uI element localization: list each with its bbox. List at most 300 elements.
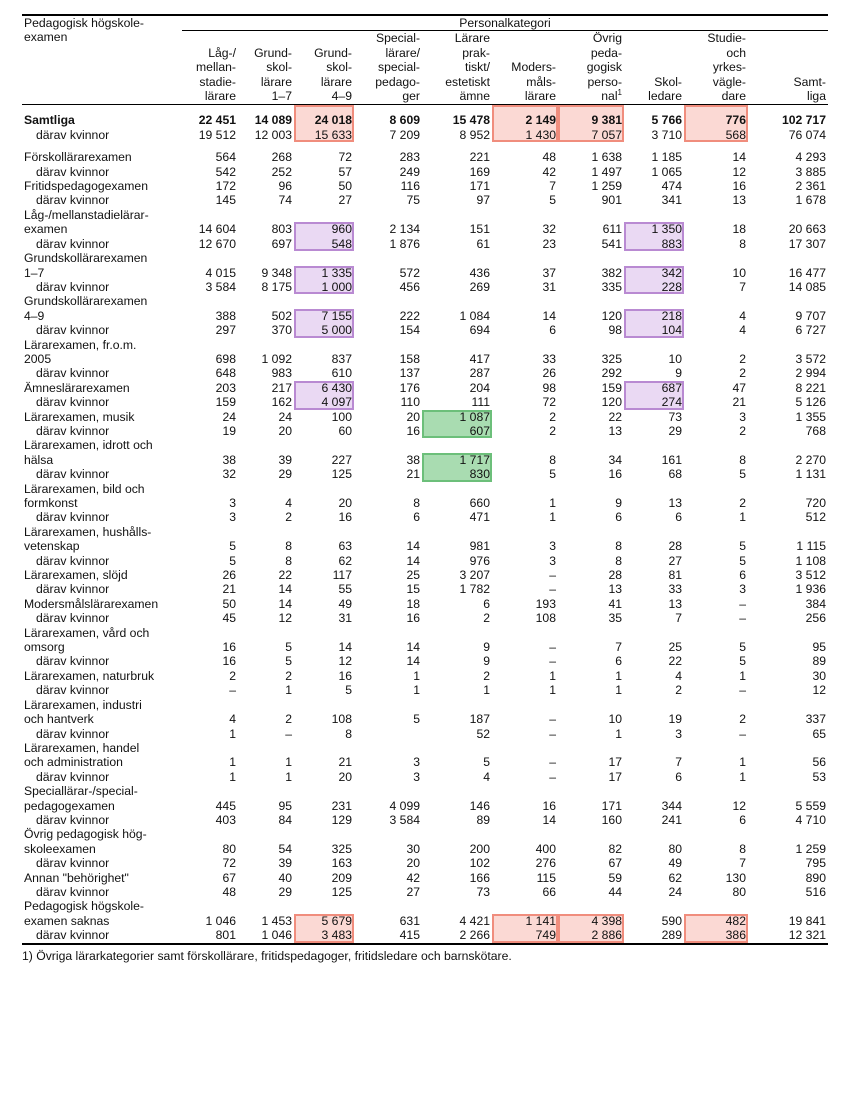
table-row — [22, 338, 828, 352]
table-cell: 382 — [601, 265, 622, 280]
table-cell: 9 707 — [795, 308, 826, 323]
table-cell: 241 — [661, 812, 682, 827]
table-cell — [558, 438, 624, 452]
table-cell — [558, 626, 624, 640]
table-cell — [748, 338, 828, 352]
table-cell: 274 — [624, 395, 684, 409]
table-cell: – — [285, 726, 292, 741]
table-cell: 3 512 — [795, 568, 826, 583]
table-cell: 1 355 — [795, 409, 826, 424]
table-cell: 4 — [739, 323, 746, 338]
table-cell: 400 — [535, 841, 556, 856]
table-cell: 14 — [338, 640, 352, 655]
table-cell — [624, 899, 684, 913]
table-cell: 12 — [732, 164, 746, 179]
table-cell: 344 — [661, 798, 682, 813]
table-cell: 2 — [229, 668, 236, 683]
table-cell: 16 — [732, 179, 746, 194]
table-cell — [624, 741, 684, 755]
table-cell: 7 057 — [558, 128, 624, 142]
table-cell: 10 — [608, 712, 622, 727]
row-label: och administration — [24, 755, 123, 770]
row-label: därav kvinnor — [36, 928, 110, 943]
row-label: därav kvinnor — [36, 582, 110, 597]
table-cell — [422, 626, 492, 640]
row-label: Övrig pedagogisk hög- — [24, 827, 147, 842]
table-cell: 541 — [601, 236, 622, 251]
row-label: Lärarexamen, musik — [24, 409, 135, 424]
table-cell: 801 — [215, 928, 236, 943]
table-row — [22, 856, 828, 870]
table-cell: 1 — [549, 683, 556, 698]
table-cell: 66 — [542, 884, 556, 899]
table-cell: 29 — [668, 423, 682, 438]
row-label: Samtliga — [24, 113, 75, 128]
table-row — [22, 222, 828, 236]
table-cell: 269 — [469, 279, 490, 294]
table-cell: 4 398 — [558, 914, 624, 928]
table-row — [22, 294, 828, 308]
table-cell: 1 — [615, 683, 622, 698]
table-cell: 417 — [469, 351, 490, 366]
table-cell — [238, 899, 294, 913]
document-page — [22, 14, 828, 963]
table-cell: 57 — [338, 164, 352, 179]
table-cell — [748, 482, 828, 496]
row-label: Speciallärar-/special- — [24, 784, 138, 799]
row-label: därav kvinnor — [36, 193, 110, 208]
table-cell — [684, 899, 748, 913]
table-cell — [684, 784, 748, 798]
table-cell: 20 — [406, 409, 420, 424]
table-cell: 96 — [278, 179, 292, 194]
table-cell: 325 — [331, 841, 352, 856]
table-cell: 15 — [406, 582, 420, 597]
table-cell: 65 — [812, 726, 826, 741]
table-cell — [294, 482, 354, 496]
table-cell — [748, 525, 828, 539]
table-cell: 4 099 — [389, 798, 420, 813]
table-cell — [624, 251, 684, 265]
table-row — [22, 712, 828, 726]
table-cell: 3 — [549, 539, 556, 554]
table-row — [22, 568, 828, 582]
column-header: Samt- liga — [748, 31, 828, 105]
table-cell — [558, 525, 624, 539]
row-label: examen saknas — [24, 913, 110, 928]
table-cell — [748, 698, 828, 712]
table-cell — [558, 294, 624, 308]
table-cell — [294, 626, 354, 640]
table-row — [22, 309, 828, 323]
table-row — [22, 597, 828, 611]
table-cell: 81 — [668, 568, 682, 583]
row-label: Lärarexamen, industri — [24, 697, 142, 712]
table-cell: 542 — [215, 164, 236, 179]
table-cell: – — [739, 611, 746, 626]
table-cell: 8 221 — [795, 380, 826, 395]
table-cell — [182, 827, 238, 841]
table-cell: 415 — [399, 928, 420, 943]
table-cell: 27 — [668, 553, 682, 568]
table-cell: – — [739, 596, 746, 611]
table-cell: 471 — [469, 510, 490, 525]
table-cell: 18 — [732, 222, 746, 237]
table-cell: 35 — [608, 611, 622, 626]
table-cell: 5 766 — [651, 113, 682, 128]
table-cell — [354, 899, 422, 913]
table-cell — [182, 338, 238, 352]
table-cell: 22 451 — [198, 113, 236, 128]
table-cell: 21 — [222, 582, 236, 597]
table-cell — [354, 482, 422, 496]
table-cell: 1 717 — [422, 453, 492, 467]
table-cell: 14 — [732, 150, 746, 165]
table-cell: 161 — [661, 452, 682, 467]
table-cell: 1 108 — [795, 553, 826, 568]
table-cell: 5 559 — [795, 798, 826, 813]
table-cell: 5 — [285, 640, 292, 655]
table-cell: 8 — [549, 452, 556, 467]
table-row — [22, 755, 828, 769]
table-cell: 3 — [229, 496, 236, 510]
table-row — [22, 208, 828, 222]
table-cell: 45 — [222, 611, 236, 626]
table-cell — [354, 626, 422, 640]
table-cell: 14 — [542, 812, 556, 827]
table-cell: 18 — [406, 596, 420, 611]
table-cell: – — [549, 755, 556, 770]
table-cell: 14 604 — [198, 222, 236, 237]
table-cell: 474 — [661, 179, 682, 194]
table-cell: – — [549, 769, 556, 784]
table-cell: 516 — [805, 884, 826, 899]
table-cell: 1 087 — [422, 410, 492, 424]
table-cell: 2 994 — [795, 366, 826, 381]
table-cell: 228 — [624, 280, 684, 294]
table-cell: 41 — [608, 596, 622, 611]
table-cell: 3 — [549, 553, 556, 568]
table-cell: 3 572 — [795, 351, 826, 366]
row-label: därav kvinnor — [36, 323, 110, 338]
table-cell: 8 — [739, 841, 746, 856]
table-cell — [558, 698, 624, 712]
table-cell: 5 — [229, 553, 236, 568]
table-cell: 137 — [399, 366, 420, 381]
table-cell: 17 — [608, 755, 622, 770]
table-cell: 2 — [285, 510, 292, 525]
table-cell: 8 609 — [389, 113, 420, 128]
table-cell: 160 — [601, 812, 622, 827]
table-cell: 983 — [271, 366, 292, 381]
table-cell — [684, 338, 748, 352]
table-cell — [182, 208, 238, 222]
table-cell: – — [549, 726, 556, 741]
table-cell: 883 — [624, 237, 684, 251]
table-cell: 16 — [542, 798, 556, 813]
table-cell — [294, 338, 354, 352]
table-cell: 56 — [812, 755, 826, 770]
table-cell: 384 — [805, 596, 826, 611]
row-label: därav kvinnor — [36, 769, 110, 784]
table-cell: 73 — [668, 409, 682, 424]
table-cell: 7 155 — [294, 309, 354, 323]
table-cell — [492, 251, 558, 265]
table-cell: 9 — [483, 640, 490, 655]
table-cell: 120 — [601, 308, 622, 323]
table-cell: 22 — [668, 654, 682, 669]
table-body — [22, 105, 828, 944]
table-cell: 1 335 — [294, 266, 354, 280]
table-cell — [558, 208, 624, 222]
table-cell: 981 — [469, 539, 490, 554]
table-row — [22, 654, 828, 668]
table-cell: 16 — [406, 423, 420, 438]
table-cell: 39 — [278, 452, 292, 467]
table-cell: 84 — [278, 812, 292, 827]
row-label: Förskollärarexamen — [24, 150, 132, 165]
table-cell — [294, 827, 354, 841]
table-cell: 80 — [732, 884, 746, 899]
table-cell: 335 — [601, 279, 622, 294]
table-cell: – — [549, 654, 556, 669]
row-label: 4–9 — [24, 308, 45, 323]
table-row — [22, 640, 828, 654]
table-cell: 287 — [469, 366, 490, 381]
table-cell: 1 497 — [591, 164, 622, 179]
table-cell — [354, 251, 422, 265]
row-label: Grundskollärarexamen — [24, 251, 148, 266]
column-header: Skol- ledare — [624, 31, 684, 105]
table-cell: 100 — [331, 409, 352, 424]
table-cell: 42 — [406, 870, 420, 885]
row-label: Lärarexamen, naturbruk — [24, 668, 155, 683]
table-cell: 172 — [215, 179, 236, 194]
table-cell: 102 717 — [781, 113, 826, 128]
table-cell: 16 — [222, 640, 236, 655]
table-cell: 1 046 — [261, 928, 292, 943]
table-cell: 2 134 — [389, 222, 420, 237]
table-cell: 8 — [739, 236, 746, 251]
column-header: Moders- måls- lärare — [492, 31, 558, 105]
table-row — [22, 366, 828, 380]
table-cell — [354, 338, 422, 352]
table-row — [22, 266, 828, 280]
table-cell: 32 — [542, 222, 556, 237]
table-row — [22, 467, 828, 481]
table-cell: 20 663 — [788, 222, 826, 237]
table-cell — [748, 741, 828, 755]
table-row — [22, 885, 828, 899]
table-cell: 227 — [331, 452, 352, 467]
table-cell: 8 — [615, 553, 622, 568]
table-cell: 4 — [675, 668, 682, 683]
table-cell: 7 — [739, 279, 746, 294]
column-header: Grund- skol- lärare 4–9 — [294, 31, 354, 105]
table-cell: 1 — [285, 683, 292, 698]
table-cell: 76 074 — [788, 127, 826, 142]
table-cell: 13 — [608, 582, 622, 597]
table-cell: 49 — [338, 596, 352, 611]
table-cell: 12 — [338, 654, 352, 669]
table-cell: 24 — [668, 884, 682, 899]
table-cell: 1 936 — [795, 582, 826, 597]
table-cell: 297 — [215, 323, 236, 338]
table-cell: 38 — [222, 452, 236, 467]
table-cell: 8 952 — [459, 127, 490, 142]
table-cell: 482 — [684, 914, 748, 928]
table-cell — [182, 626, 238, 640]
table-cell: 8 — [285, 539, 292, 554]
table-cell — [684, 251, 748, 265]
table-cell — [422, 698, 492, 712]
table-cell: 3 207 — [459, 568, 490, 583]
row-label: Lärarexamen, hushålls- — [24, 524, 152, 539]
table-cell: 176 — [399, 380, 420, 395]
table-cell: 27 — [406, 884, 420, 899]
table-cell: 231 — [331, 798, 352, 813]
table-cell: 72 — [222, 856, 236, 871]
table-cell — [684, 698, 748, 712]
table-cell: 5 126 — [795, 395, 826, 410]
table-cell: 10 — [668, 351, 682, 366]
row-label: Lärarexamen, bild och — [24, 481, 145, 496]
table-cell: 62 — [668, 870, 682, 885]
row-label: därav kvinnor — [36, 467, 110, 482]
table-cell: 14 — [406, 640, 420, 655]
table-cell: 1 — [615, 726, 622, 741]
row-label: hälsa — [24, 452, 54, 467]
table-cell — [182, 525, 238, 539]
row-label: därav kvinnor — [36, 884, 110, 899]
table-row — [22, 784, 828, 798]
table-cell: 4 710 — [795, 812, 826, 827]
table-cell: 572 — [399, 265, 420, 280]
table-row — [22, 424, 828, 438]
table-cell: 2 266 — [459, 928, 490, 943]
table-cell: 7 — [615, 640, 622, 655]
table-cell: 67 — [608, 856, 622, 871]
table-cell: 1 453 — [261, 913, 292, 928]
table-cell: 95 — [812, 640, 826, 655]
table-cell: 749 — [492, 928, 558, 943]
table-cell: 5 — [345, 683, 352, 698]
table-cell: 2 — [549, 409, 556, 424]
table-cell: 7 — [675, 755, 682, 770]
table-cell: 3 584 — [389, 812, 420, 827]
table-cell: 3 — [739, 582, 746, 597]
row-label: skoleexamen — [24, 841, 96, 856]
table-row — [22, 799, 828, 813]
table-cell: 4 — [483, 769, 490, 784]
table-cell: 29 — [278, 467, 292, 482]
table-cell: 22 — [608, 409, 622, 424]
table-row — [22, 669, 828, 683]
table-cell: 388 — [215, 308, 236, 323]
table-row — [22, 323, 828, 337]
table-cell: 145 — [215, 193, 236, 208]
table-cell: 67 — [222, 870, 236, 885]
table-cell — [558, 741, 624, 755]
table-cell: 1 — [739, 755, 746, 770]
column-header: Lärare prak- tiskt/ estetiskt ämne — [422, 31, 492, 105]
table-cell: 53 — [812, 769, 826, 784]
table-cell: 289 — [661, 928, 682, 943]
table-cell: 660 — [469, 496, 490, 510]
table-cell: 2 270 — [795, 452, 826, 467]
table-cell — [492, 784, 558, 798]
table-cell: 9 381 — [558, 105, 624, 128]
row-label: och hantverk — [24, 712, 94, 727]
table-cell: 2 — [675, 683, 682, 698]
table-row — [22, 128, 828, 142]
table-cell: 16 — [222, 654, 236, 669]
table-cell — [422, 827, 492, 841]
table-cell: 1 141 — [492, 914, 558, 928]
table-cell — [492, 827, 558, 841]
row-label: därav kvinnor — [36, 812, 110, 827]
table-cell — [624, 784, 684, 798]
table-cell: 24 — [278, 409, 292, 424]
table-cell — [558, 482, 624, 496]
table-cell — [624, 626, 684, 640]
table-cell: 6 — [549, 323, 556, 338]
table-cell: 5 — [549, 467, 556, 482]
table-cell: 292 — [601, 366, 622, 381]
table-cell: 217 — [271, 380, 292, 395]
table-cell — [558, 784, 624, 798]
table-cell: 5 000 — [294, 323, 354, 337]
table-cell: 9 — [615, 496, 622, 510]
table-cell — [354, 827, 422, 841]
table-cell: 5 — [285, 654, 292, 669]
table-cell: 49 — [668, 856, 682, 871]
table-cell: 1 430 — [492, 128, 558, 142]
table-cell: 564 — [215, 150, 236, 165]
table-row — [22, 827, 828, 841]
table-cell: 3 — [739, 409, 746, 424]
table-cell: 5 — [549, 193, 556, 208]
table-cell: 104 — [624, 323, 684, 337]
table-row — [22, 626, 828, 640]
row-label: Lärarexamen, slöjd — [24, 568, 128, 583]
table-cell: 162 — [271, 395, 292, 410]
table-cell: 3 885 — [795, 164, 826, 179]
table-cell: 4 — [739, 308, 746, 323]
table-cell: 403 — [215, 812, 236, 827]
row-label: 2005 — [24, 351, 52, 366]
group-header: Personalkategori — [182, 15, 828, 31]
table-cell: 13 — [608, 423, 622, 438]
table-cell: 21 — [338, 755, 352, 770]
table-cell: 209 — [331, 870, 352, 885]
table-cell — [294, 294, 354, 308]
table-cell: 7 209 — [389, 127, 420, 142]
table-cell: 2 886 — [558, 928, 624, 943]
table-cell: 325 — [601, 351, 622, 366]
table-cell: 1 — [285, 769, 292, 784]
table-cell: 47 — [732, 380, 746, 395]
table-cell: 48 — [542, 150, 556, 165]
table-cell: 456 — [399, 279, 420, 294]
table-cell: 125 — [331, 884, 352, 899]
table-cell: 2 — [285, 668, 292, 683]
table-cell: 39 — [278, 856, 292, 871]
table-cell: 5 — [739, 640, 746, 655]
table-cell: 110 — [400, 395, 420, 410]
table-cell: 5 — [739, 539, 746, 554]
row-label: Ämneslärarexamen — [24, 380, 130, 395]
